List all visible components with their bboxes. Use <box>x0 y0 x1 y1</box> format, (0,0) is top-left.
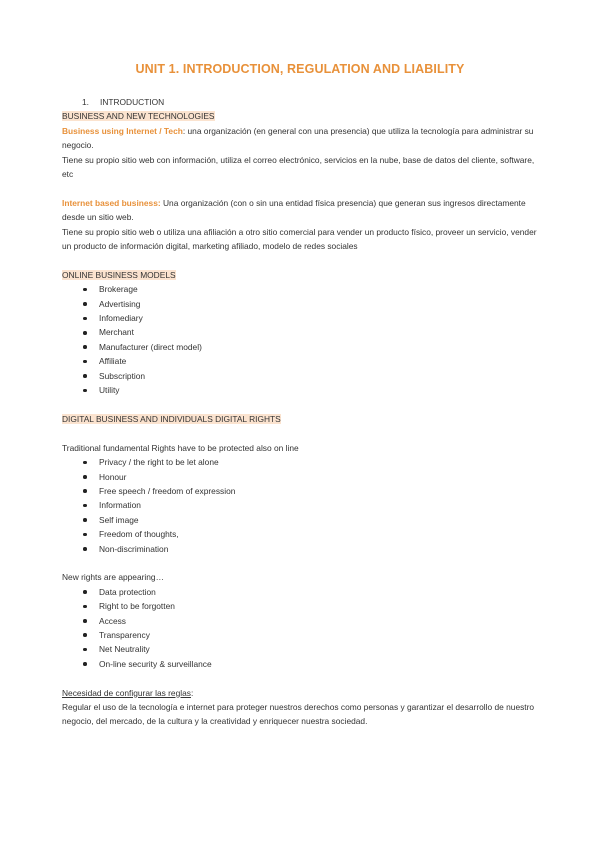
definition-internet-based-business: Una organización (con o sin una entidad física presencia) que generan sus ingresos directamente desde un sitio web. <box>62 197 526 223</box>
paragraph-business-using-internet <box>62 124 542 153</box>
list-item: On-line security & surveillance <box>80 657 542 671</box>
list-item: Infomediary <box>80 311 542 325</box>
paragraph-regulation: Regular el uso de la tecnología e internet para proteger nuestros derechos como personas y garantizar el desarrollo de nuestro negocio, del mercado, de la cultura y la creatividad y enriquecer nuestra sociedad. <box>62 701 535 727</box>
term-business-using-internet: Business using Internet / Tech <box>62 125 183 136</box>
list-item: Self image <box>80 513 542 527</box>
list-item: Non-discrimination <box>80 542 542 556</box>
document-body <box>62 95 542 729</box>
heading-necesidad-reglas: Necesidad de configurar las reglas <box>62 687 191 698</box>
subheading-business-tech: BUSINESS AND NEW TECHNOLOGIES <box>62 111 215 122</box>
list-item: Access <box>80 614 542 628</box>
list-item: Free speech / freedom of expression <box>80 484 542 498</box>
term-internet-based-business: Internet based business: <box>62 197 161 208</box>
detail-business-using-internet: Tiene su propio sitio web con información, utiliza el correo electrónico, servicios en la nube, base de datos del cliente, software, etc <box>62 154 535 180</box>
list-online-business-models <box>62 282 542 397</box>
new-rights-intro: New rights are appearing… <box>62 572 164 583</box>
section-number: 1. <box>82 97 89 107</box>
list-item: Privacy / the right to be let alone <box>80 455 542 469</box>
page-title: UNIT 1. INTRODUCTION, REGULATION AND LIABILITY <box>135 62 465 76</box>
section-title: INTRODUCTION <box>100 97 165 107</box>
list-item: Honour <box>80 470 542 484</box>
definition-business-using-internet: : una organización (en general con una presencia) que utiliza la tecnología para administrar su negocio. <box>62 125 534 151</box>
list-item: Right to be forgotten <box>80 599 542 613</box>
heading-online-business-models: ONLINE BUSINESS MODELS <box>62 269 176 280</box>
list-item: Subscription <box>80 369 542 383</box>
section-heading-introduction <box>62 95 542 109</box>
list-item: Data protection <box>80 585 542 599</box>
list-item: Merchant <box>80 325 542 339</box>
list-item: Manufacturer (direct model) <box>80 340 542 354</box>
list-new-rights <box>62 585 542 671</box>
list-item: Brokerage <box>80 282 542 296</box>
list-item: Net Neutrality <box>80 642 542 656</box>
list-item: Freedom of thoughts, <box>80 527 542 541</box>
list-traditional-rights <box>62 455 542 556</box>
list-item: Transparency <box>80 628 542 642</box>
heading-digital-rights: DIGITAL BUSINESS AND INDIVIDUALS DIGITAL RIGHTS <box>62 413 281 424</box>
list-item: Advertising <box>80 297 542 311</box>
list-item: Affiliate <box>80 354 542 368</box>
list-item: Utility <box>80 383 542 397</box>
detail-internet-based-business: Tiene su propio sitio web o utiliza una afiliación a otro sitio comercial para vender un producto físico, proveer un servicio, vender un producto de información digital, marketing afiliado, modelo de redes sociales <box>62 226 537 252</box>
paragraph-internet-based-business <box>62 196 542 225</box>
traditional-rights-intro: Traditional fundamental Rights have to be protected also on line <box>62 442 299 453</box>
heading-colon: : <box>190 687 194 698</box>
list-item: Information <box>80 498 542 512</box>
regulation-heading-line <box>62 686 542 700</box>
